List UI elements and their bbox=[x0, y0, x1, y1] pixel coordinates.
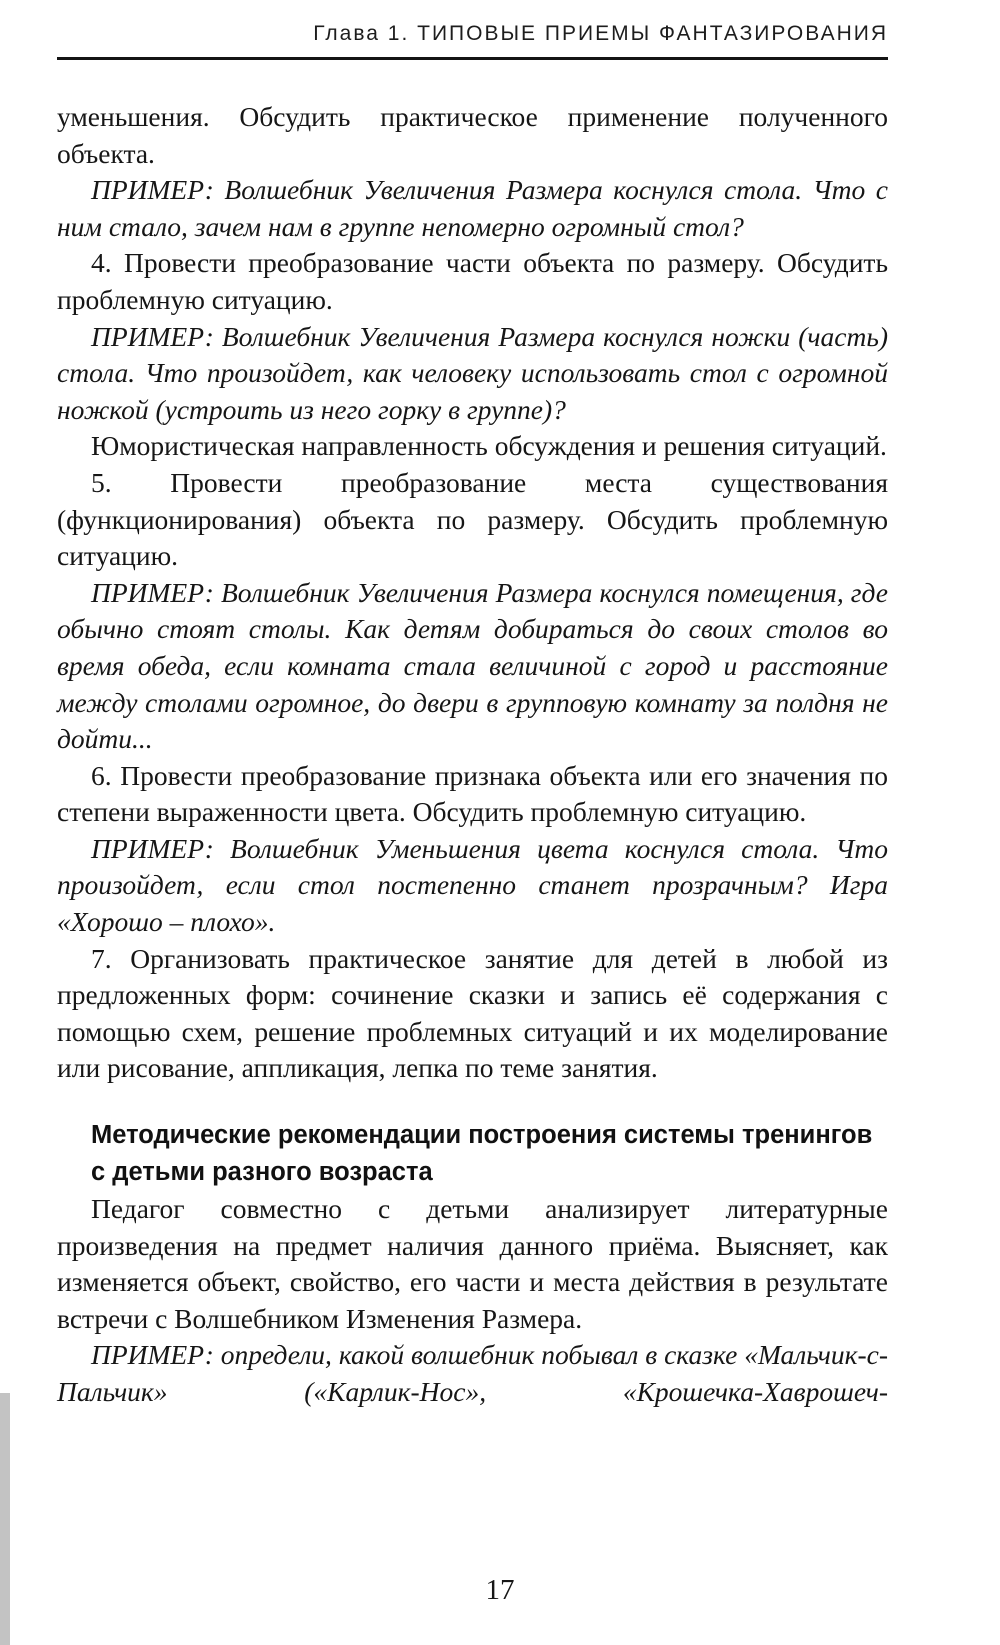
body-paragraph: 6. Провести преобразование признака объекта или его значения по степени выраженности цвета. Обсудить проблемную ситуацию. bbox=[57, 759, 888, 828]
body-paragraph: 5. Провести преобразование места существования (функционирования) объекта по размеру. Обсудить проблемную ситуацию. bbox=[57, 466, 888, 572]
example-paragraph: ПРИМЕР: Волшебник Увеличения Размера коснулся ножки (часть) стола. Что произойдет, как человеку использовать стол с огромной ножкой (устроить из него горку в группе)? bbox=[57, 320, 888, 425]
page-body-text bbox=[57, 60, 888, 1411]
body-paragraph: Педагог совместно с детьми анализирует литературные произведения на предмет наличия данного приёма. Выясняет, как изменяется объект, свойство, его части и места действия в результате встречи с Волшебником Изменения Размера. bbox=[57, 1193, 888, 1334]
page-number: 17 bbox=[485, 1574, 515, 1606]
example-paragraph: ПРИМЕР: Волшебник Увеличения Размера коснулся стола. Что с ним стало, зачем нам в группе непомерно огромный стол? bbox=[57, 174, 888, 242]
running-header: Глава 1. ТИПОВЫЕ ПРИЕМЫ ФАНТАЗИРОВАНИЯ bbox=[313, 22, 888, 45]
example-paragraph: ПРИМЕР: Волшебник Уменьшения цвета коснулся стола. Что произойдет, если стол постепенно станет прозрачным? Игра «Хорошо – плохо». bbox=[57, 832, 888, 938]
body-paragraph: 4. Провести преобразование части объекта по размеру. Обсудить проблемную ситуацию. bbox=[57, 247, 888, 315]
section-heading: Методические рекомендации построения системы тренингов с детьми разного возраста bbox=[91, 1121, 873, 1187]
example-paragraph: ПРИМЕР: определи, какой волшебник побывал в сказке «Мальчик-с-Пальчик» («Карлик-Нос», «Крошечка-Хаврошеч- bbox=[57, 1339, 888, 1407]
body-paragraph: 7. Организовать практическое занятие для детей в любой из предложенных форм: сочинение сказки и запись её содержания с помощью схем, решение проблемных ситуаций и их моделирование или рисование, аппликация, лепка по теме занятия. bbox=[57, 942, 888, 1084]
scan-artifact-bar bbox=[0, 1393, 10, 1645]
body-paragraph: уменьшения. Обсудить практическое применение полученного объекта. bbox=[57, 101, 888, 169]
example-paragraph: ПРИМЕР: Волшебник Увеличения Размера коснулся помещения, где обычно стоят столы. Как детям добираться до своих столов во время обеда, если комната стала величиной с город и расстояние между столами огромное, до двери в групповую комнату за полдня не дойти... bbox=[57, 576, 888, 755]
body-paragraph: Юмористическая направленность обсуждения и решения ситуаций. bbox=[91, 430, 887, 462]
